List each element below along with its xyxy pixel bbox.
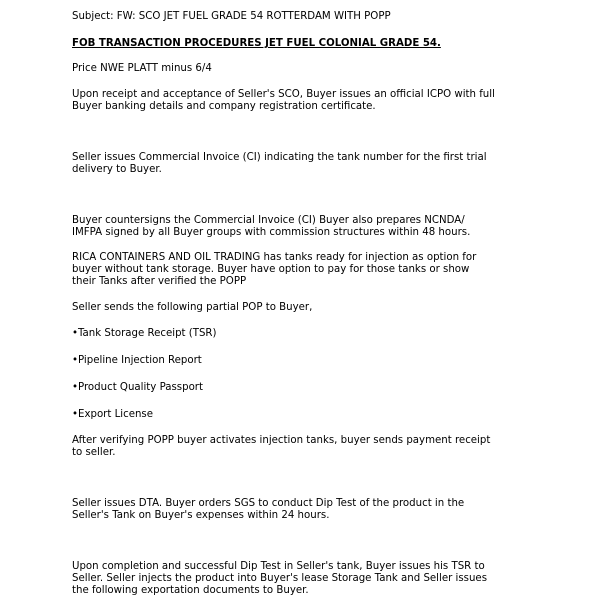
paragraph-line: the following exportation documents to Buyer. [72, 585, 309, 596]
price-text: Price NWE PLATT minus 6/4 [72, 63, 212, 74]
paragraph-icpo [72, 89, 542, 113]
paragraph-line: Seller's Tank on Buyer's expenses within 24 hours. [72, 510, 330, 521]
subject-line [72, 11, 542, 23]
paragraph-rica-containers [72, 252, 542, 288]
document-heading [72, 38, 542, 50]
subject-text: Subject: FW: SCO JET FUEL GRADE 54 ROTTERDAM WITH POPP [72, 11, 391, 22]
paragraph-export-documents [72, 561, 542, 597]
price-line [72, 63, 542, 75]
paragraph-line: Upon completion and successful Dip Test in Seller's tank, Buyer issues his TSR to [72, 561, 485, 572]
paragraph-injection-tanks [72, 435, 542, 459]
bullet-text: •Product Quality Passport [72, 382, 203, 393]
paragraph-line: buyer without tank storage. Buyer have option to pay for those tanks or show [72, 264, 470, 275]
paragraph-line: Buyer countersigns the Commercial Invoice (CI) Buyer also prepares NCNDA/ [72, 215, 465, 226]
paragraph-line: After verifying POPP buyer activates injection tanks, buyer sends payment receipt [72, 435, 491, 446]
bullet-item [72, 328, 542, 340]
paragraph-line: RICA CONTAINERS AND OIL TRADING has tanks ready for injection as option for [72, 252, 477, 263]
paragraph-line: IMFPA signed by all Buyer groups with commission structures within 48 hours. [72, 227, 471, 238]
paragraph-partial-pop [72, 302, 542, 314]
bullet-item [72, 382, 542, 394]
paragraph-line: to seller. [72, 447, 116, 458]
heading-text: FOB TRANSACTION PROCEDURES JET FUEL COLONIAL GRADE 54. [72, 38, 441, 49]
paragraph-line: Seller. Seller injects the product into Buyer's lease Storage Tank and Seller issues [72, 573, 488, 584]
paragraph-commercial-invoice [72, 152, 542, 176]
bullet-text: •Pipeline Injection Report [72, 355, 202, 366]
paragraph-line: Buyer banking details and company registration certificate. [72, 101, 376, 112]
paragraph-line: Seller issues Commercial Invoice (CI) indicating the tank number for the first trial [72, 152, 487, 163]
paragraph-countersign [72, 215, 542, 239]
bullet-text: •Tank Storage Receipt (TSR) [72, 328, 217, 339]
paragraph-line: delivery to Buyer. [72, 164, 162, 175]
paragraph-line: Seller issues DTA. Buyer orders SGS to conduct Dip Test of the product in the [72, 498, 465, 509]
paragraph-line: Seller sends the following partial POP to Buyer, [72, 302, 313, 313]
paragraph-line: Upon receipt and acceptance of Seller's SCO, Buyer issues an official ICPO with full [72, 89, 495, 100]
bullet-text: •Export License [72, 409, 154, 420]
paragraph-dip-test [72, 498, 542, 522]
bullet-item [72, 355, 542, 367]
paragraph-line: their Tanks after verified the POPP [72, 276, 247, 287]
bullet-item [72, 409, 542, 421]
